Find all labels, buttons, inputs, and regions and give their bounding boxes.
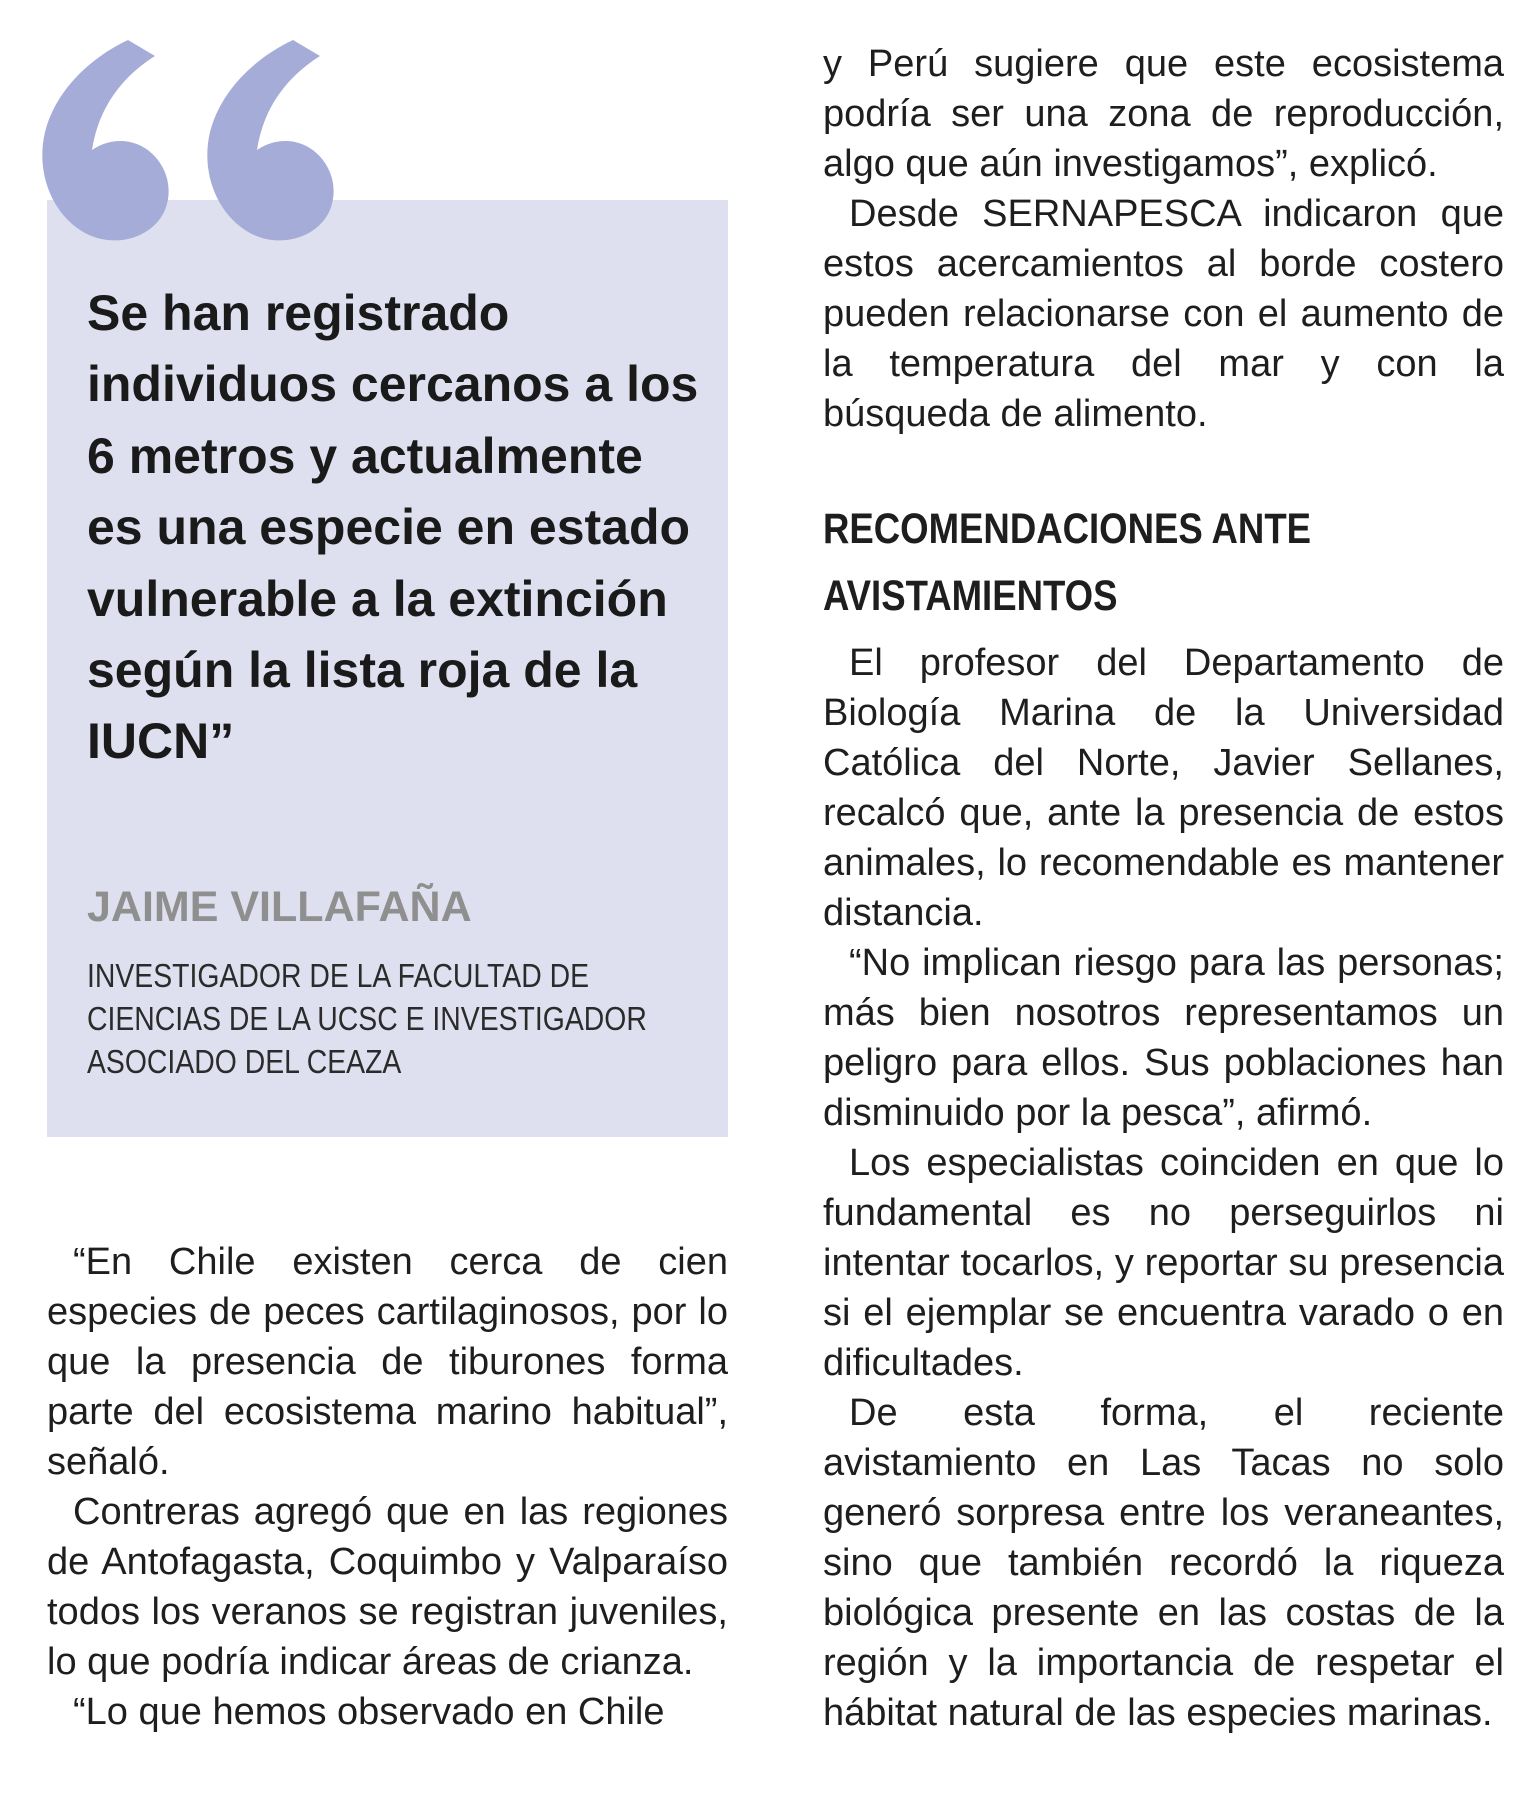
right-paragraph-6: De esta forma, el reciente avistamiento en Las Tacas no solo generó sorpresa entre los veraneantes, sino que también recordó la riqueza biológica presente en las costas de la región y la importancia de respetar el hábitat natural de las especies marinas. (823, 1392, 1504, 1734)
left-paragraph-2: Contreras agregó que en las regiones de Antofagasta, Coquimbo y Valparaíso todos los veranos se registran juveniles, lo que podría indicar áreas de crianza. (47, 1491, 728, 1683)
left-column-body (47, 1237, 728, 1737)
right-paragraph-1: y Perú sugiere que este ecosistema podría ser una zona de reproducción, algo que aún investigamos”, explicó. (823, 43, 1504, 185)
quote-author-name: JAIME VILLAFAÑA (87, 883, 472, 931)
quotation-mark-icon (40, 30, 360, 270)
right-paragraph-5: Los especialistas coinciden en que lo fundamental es no perseguirlos ni intentar tocarlos, y reportar su presencia si el ejemplar se encuentra varado o en dificultades. (823, 1142, 1504, 1384)
quote-author-role: INVESTIGADOR DE LA FACULTAD DE CIENCIAS DE LA UCSC E INVESTIGADOR ASOCIADO DEL CEAZA (87, 957, 647, 1080)
pull-quote-text: Se han registrado individuos cercanos a los 6 metros y actualmente es una especie en estado vulnerable a la extinción según la lista roja de la IUCN” (87, 285, 699, 770)
right-column-top (823, 39, 1504, 439)
right-paragraph-4: “No implican riesgo para las personas; más bien nosotros representamos un peligro para ellos. Sus poblaciones han disminuido por la pesca”, afirmó. (823, 942, 1504, 1134)
section-subheading: RECOMENDACIONES ANTE AVISTAMIENTOS (823, 505, 1312, 620)
left-paragraph-1: “En Chile existen cerca de cien especies de peces cartilaginosos, por lo que la presencia de tiburones forma parte del ecosistema marino habitual”, señaló. (47, 1241, 728, 1483)
left-paragraph-3: “Lo que hemos observado en Chile (73, 1691, 665, 1733)
right-paragraph-3: El profesor del Departamento de Biología Marina de la Universidad Católica del Norte, Javier Sellanes, recalcó que, ante la presencia de estos animales, lo recomendable es mantener distancia. (823, 642, 1504, 934)
right-column-bottom (823, 638, 1504, 1738)
right-paragraph-2: Desde SERNAPESCA indicaron que estos acercamientos al borde costero pueden relacionarse con el aumento de la temperatura del mar y con la búsqueda de alimento. (823, 193, 1504, 435)
